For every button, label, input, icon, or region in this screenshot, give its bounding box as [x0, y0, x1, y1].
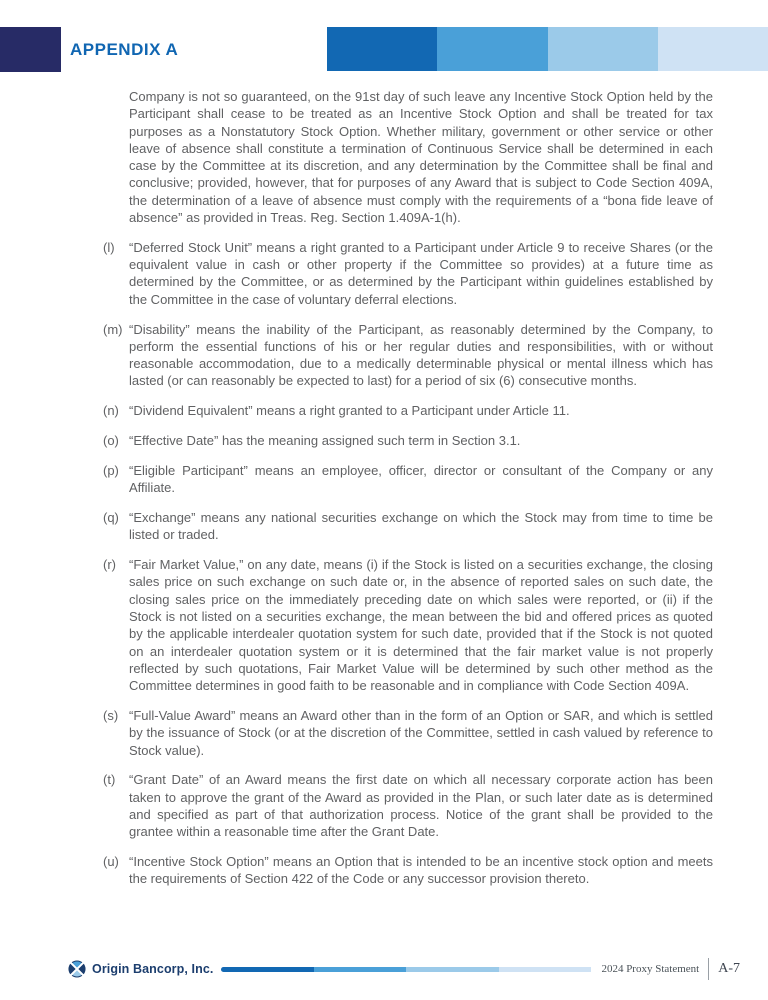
origin-bancorp-logo-icon: [68, 960, 86, 978]
definition-item-m: [103, 321, 713, 390]
definition-text: “Deferred Stock Unit” means a right granted to a Participant under Article 9 to receive Shares (or the equivalent value in cash or other property if the Committee so provides) at a future time as determined by the Committee, or as determined by the Participant within guidelines established by the Committee in the case of voluntary deferral elections.: [129, 239, 713, 307]
footer-color-band: [221, 967, 591, 972]
band-segment-light: [406, 967, 499, 972]
document-body: [103, 88, 713, 900]
definition-label: (q): [103, 509, 119, 525]
definition-label: (l): [103, 239, 115, 255]
intro-paragraph: Company is not so guaranteed, on the 91st day of such leave any Incentive Stock Option held by the Participant shall cease to be treated as an Incentive Stock Option and shall be treated for tax purposes as a Nonstatutory Stock Option. Whether military, government or other service or other leave of absence shall constitute a termination of Continuous Service shall be determined in each case by the Committee at its discretion, and any determination by the Committee shall be final and conclusive; provided, however, that for purposes of any Award that is subject to Code Section 409A, the determination of a leave of absence must comply with the requirements of a “bona fide leave of absence” as provided in Treas. Reg. Section 1.409A-1(h).: [129, 89, 713, 226]
definition-item-o: [103, 432, 713, 449]
header-color-band: [327, 27, 768, 71]
band-segment-medium: [314, 967, 407, 972]
definition-text: “Fair Market Value,” on any date, means (i) if the Stock is listed on a securities exchange, the closing sales price on such exchange on such date or, in the absence of reported sales on such date, the closing sales price on the immediately preceding date on which sales were reported, or (ii) if the Stock is not listed on a securities exchange, the mean between the bid and offered prices as quoted by the applicable interdealer quotation system for such date, provided that if the Stock is not quoted on an interdealer quotation system or it is determined that the fair market value is not properly reflected by such quotations, Fair Market Value will be determined by such other method as the Committee determines in good faith to be reasonable and in compliance with Code Section 409A.: [129, 557, 713, 694]
page-title: APPENDIX A: [70, 39, 179, 59]
definition-text: “Disability” means the inability of the Participant, as reasonably determined by the Company, to perform the essential functions of his or her regular duties and responsibilities, with or without reasonable accommodation, due to a medically determinable physical or mental illness which has lasted (or can reasonably be expected to last) for a period of six (6) consecutive months.: [129, 321, 713, 389]
definition-text: “Eligible Participant” means an employee, officer, director or consultant of the Company or any Affiliate.: [129, 462, 713, 496]
definition-label: (m): [103, 321, 123, 337]
band-segment-medium: [437, 27, 547, 71]
definition-item-s: [103, 707, 713, 759]
definition-item-t: [103, 771, 713, 840]
definition-item-r: [103, 556, 713, 694]
definition-label: (p): [103, 462, 119, 478]
definition-label: (t): [103, 772, 116, 788]
definition-label: (n): [103, 403, 119, 419]
page-footer: [68, 957, 740, 981]
footer-company-name: Origin Bancorp, Inc.: [92, 962, 214, 976]
definition-label: (s): [103, 707, 119, 723]
band-segment-dark: [327, 27, 437, 71]
definition-item-q: [103, 509, 713, 544]
band-segment-dark: [221, 967, 314, 972]
definition-item-n: [103, 402, 713, 419]
band-segment-lightest: [658, 27, 768, 71]
page-header: [0, 27, 768, 72]
definition-label: (r): [103, 557, 116, 573]
definition-item-p: [103, 462, 713, 497]
definition-item-u: [103, 853, 713, 888]
footer-doc-title: 2024 Proxy Statement: [601, 963, 700, 975]
footer-page-number: A-7: [718, 961, 740, 976]
definition-label: (o): [103, 433, 119, 449]
definition-label: (u): [103, 853, 119, 869]
definition-text: “Full-Value Award” means an Award other than in the form of an Option or SAR, and which is settled by the issuance of Stock (or at the discretion of the Committee, settled in cash valued by reference to Stock value).: [129, 707, 713, 758]
band-segment-light: [548, 27, 658, 71]
definition-text: “Effective Date” has the meaning assigned such term in Section 3.1.: [129, 433, 521, 449]
definition-text: “Dividend Equivalent” means a right granted to a Participant under Article 11.: [129, 403, 570, 419]
footer-divider: [708, 958, 709, 980]
header-accent-square: [0, 27, 61, 72]
definition-text: “Exchange” means any national securities exchange on which the Stock may from time to time be listed or traded.: [129, 509, 713, 543]
definition-text: “Incentive Stock Option” means an Option that is intended to be an incentive stock option and meets the requirements of Section 422 of the Code or any successor provision thereto.: [129, 853, 713, 887]
band-segment-lightest: [499, 967, 591, 972]
definition-item-l: [103, 239, 713, 308]
definition-text: “Grant Date” of an Award means the first date on which all necessary corporate action has been taken to approve the grant of the Award as provided in the Plan, or such later date as is determined and specified as part of that authorization process. Notice of the grant shall be provided to the grantee within a reasonable time after the Grant Date.: [129, 772, 713, 840]
